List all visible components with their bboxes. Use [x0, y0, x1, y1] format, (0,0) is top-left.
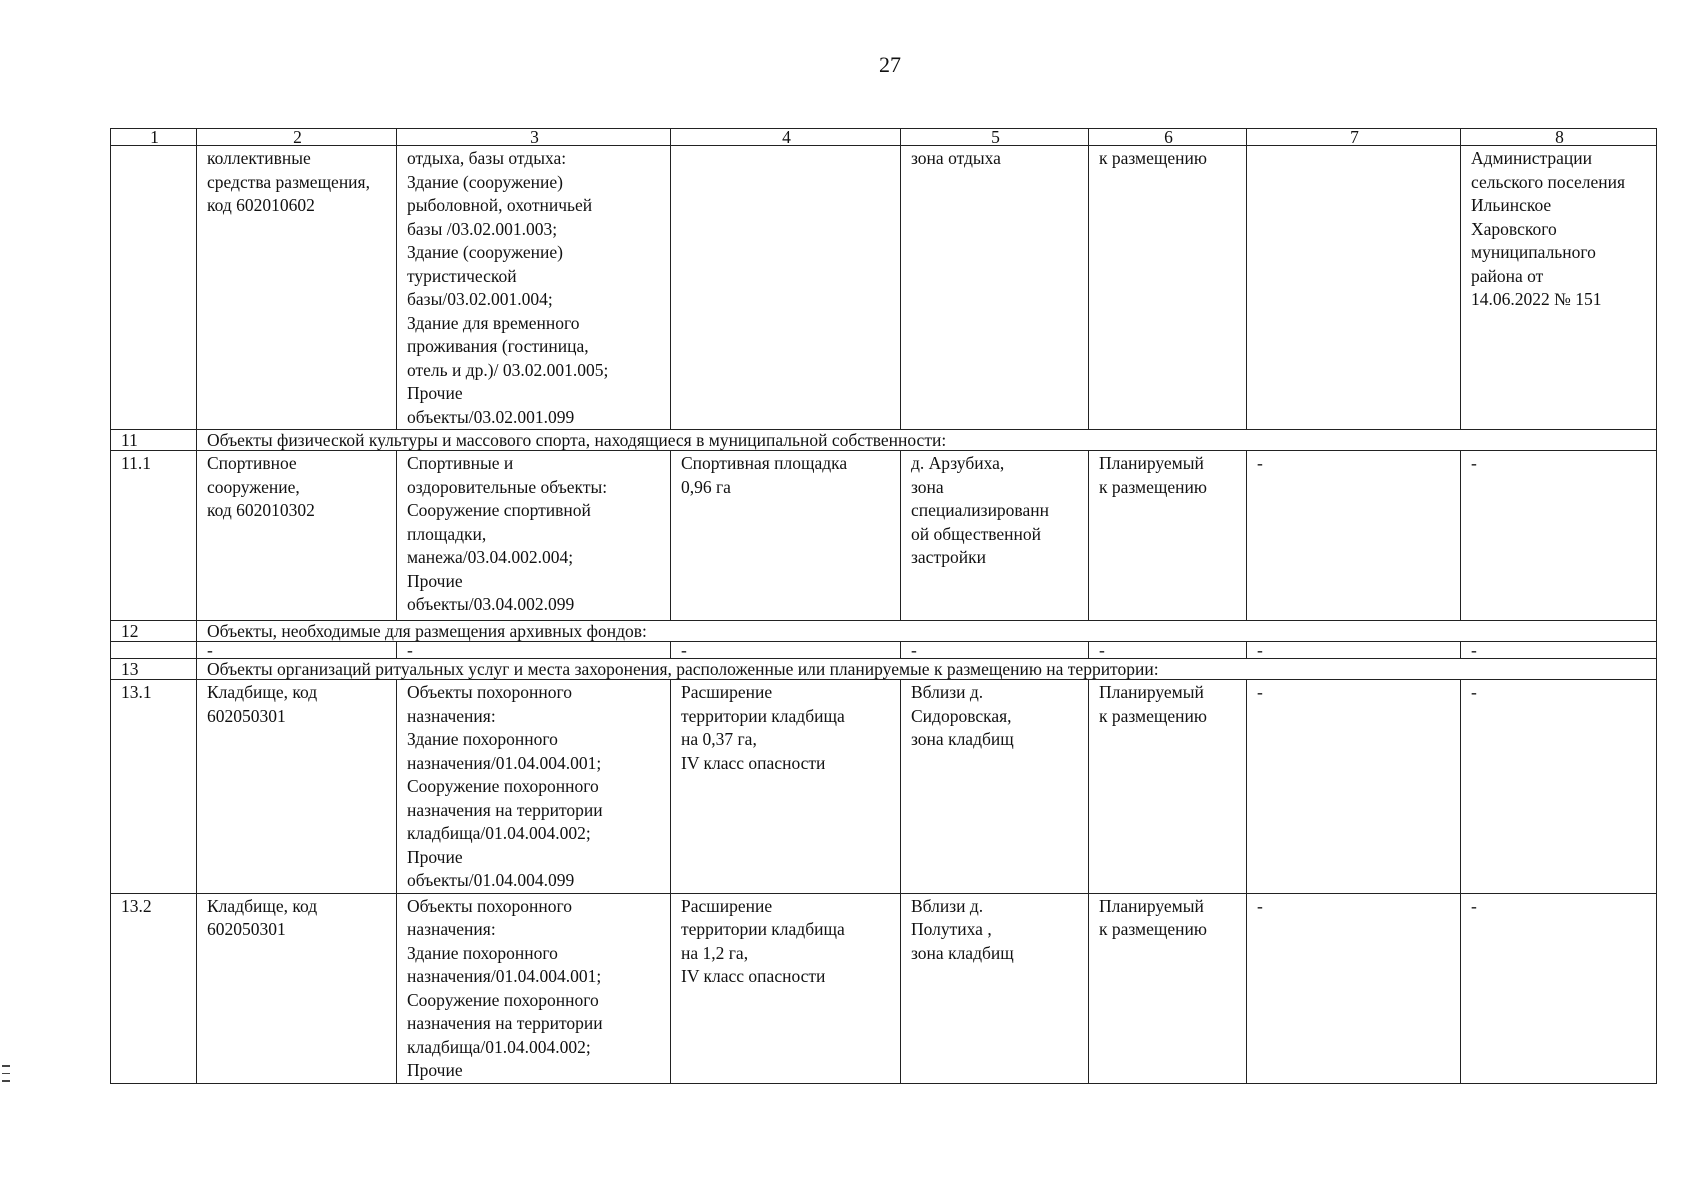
- cell-note: -: [1461, 642, 1657, 659]
- cell-location: д. Арзубиха, зона специализированн ой общественной застройки: [901, 451, 1089, 621]
- cell-number: 13.1: [111, 680, 197, 894]
- cell-number: [111, 146, 197, 430]
- section-number: 13: [111, 659, 197, 680]
- cell-note: Администрации сельского поселения Ильинское Харовского муниципального района от 14.06.2022 № 151: [1461, 146, 1657, 430]
- cell-note: -: [1461, 680, 1657, 894]
- cell-location: зона отдыха: [901, 146, 1089, 430]
- cell-status: -: [1089, 642, 1247, 659]
- cell-note: -: [1461, 451, 1657, 621]
- section-row-13: [111, 659, 1657, 680]
- planned-objects-table: [110, 128, 1657, 1084]
- cell-characteristics: -: [671, 642, 901, 659]
- column-number-8: 8: [1461, 129, 1657, 146]
- cell-zone: -: [1247, 642, 1461, 659]
- table-row-13-1: [111, 680, 1657, 894]
- section-row-11: [111, 430, 1657, 451]
- cell-object-purpose: Объекты похоронного назначения: Здание похоронного назначения/01.04.004.001; Сооружение похоронного назначения на территории кладбища/01.04.004.002; Прочие: [397, 893, 671, 1083]
- table-row-continued: [111, 146, 1657, 430]
- cell-location: Вблизи д. Полутиха , зона кладбищ: [901, 893, 1089, 1083]
- table-header-row: [111, 129, 1657, 146]
- cell-location: -: [901, 642, 1089, 659]
- cell-zone: -: [1247, 451, 1461, 621]
- cell-characteristics: Расширение территории кладбища на 1,2 га, IV класс опасности: [671, 893, 901, 1083]
- cell-characteristics: Спортивная площадка 0,96 га: [671, 451, 901, 621]
- column-number-7: 7: [1247, 129, 1461, 146]
- column-number-1: 1: [111, 129, 197, 146]
- cell-status: Планируемый к размещению: [1089, 680, 1247, 894]
- cell-object-type: Кладбище, код 602050301: [197, 680, 397, 894]
- cell-zone: [1247, 146, 1461, 430]
- section-row-12: [111, 621, 1657, 642]
- cell-object-purpose: -: [397, 642, 671, 659]
- cell-zone: -: [1247, 680, 1461, 894]
- cell-characteristics: Расширение территории кладбища на 0,37 га, IV класс опасности: [671, 680, 901, 894]
- scan-edge-mark: [2, 1073, 10, 1075]
- cell-status: Планируемый к размещению: [1089, 893, 1247, 1083]
- cell-status: к размещению: [1089, 146, 1247, 430]
- table-row-12-empty: [111, 642, 1657, 659]
- cell-characteristics: [671, 146, 901, 430]
- column-number-2: 2: [197, 129, 397, 146]
- scan-edge-mark: [2, 1065, 10, 1067]
- section-title: Объекты физической культуры и массового спорта, находящиеся в муниципальной собственности:: [197, 430, 1657, 451]
- column-number-5: 5: [901, 129, 1089, 146]
- cell-object-type: Кладбище, код 602050301: [197, 893, 397, 1083]
- cell-zone: -: [1247, 893, 1461, 1083]
- cell-number: [111, 642, 197, 659]
- cell-object-purpose: отдыха, базы отдыха: Здание (сооружение) рыболовной, охотничьей базы /03.02.001.003; Здание (сооружение) туристической базы/03.02.001.004; Здание для временного проживания (гостиница, отель и др.)/ 03.02.001.005; Прочие объекты/03.02.001.099: [397, 146, 671, 430]
- column-number-4: 4: [671, 129, 901, 146]
- cell-object-type: -: [197, 642, 397, 659]
- scan-edge-mark: [2, 1080, 10, 1082]
- cell-object-purpose: Спортивные и оздоровительные объекты: Сооружение спортивной площадки, манежа/03.04.002.004; Прочие объекты/03.04.002.099: [397, 451, 671, 621]
- section-title: Объекты, необходимые для размещения архивных фондов:: [197, 621, 1657, 642]
- cell-number: 13.2: [111, 893, 197, 1083]
- cell-object-type: коллективные средства размещения, код 602010602: [197, 146, 397, 430]
- cell-location: Вблизи д. Сидоровская, зона кладбищ: [901, 680, 1089, 894]
- section-title: Объекты организаций ритуальных услуг и места захоронения, расположенные или планируемые к размещению на территории:: [197, 659, 1657, 680]
- cell-number: 11.1: [111, 451, 197, 621]
- section-number: 12: [111, 621, 197, 642]
- scan-edge-marks: [2, 1065, 10, 1088]
- table-row-11-1: [111, 451, 1657, 621]
- cell-object-purpose: Объекты похоронного назначения: Здание похоронного назначения/01.04.004.001; Сооружение похоронного назначения на территории кладбища/01.04.004.002; Прочие объекты/01.04.004.099: [397, 680, 671, 894]
- cell-note: -: [1461, 893, 1657, 1083]
- column-number-3: 3: [397, 129, 671, 146]
- section-number: 11: [111, 430, 197, 451]
- cell-status: Планируемый к размещению: [1089, 451, 1247, 621]
- cell-object-type: Спортивное сооружение, код 602010302: [197, 451, 397, 621]
- column-number-6: 6: [1089, 129, 1247, 146]
- table-row-13-2: [111, 893, 1657, 1083]
- page-number: 27: [879, 52, 901, 77]
